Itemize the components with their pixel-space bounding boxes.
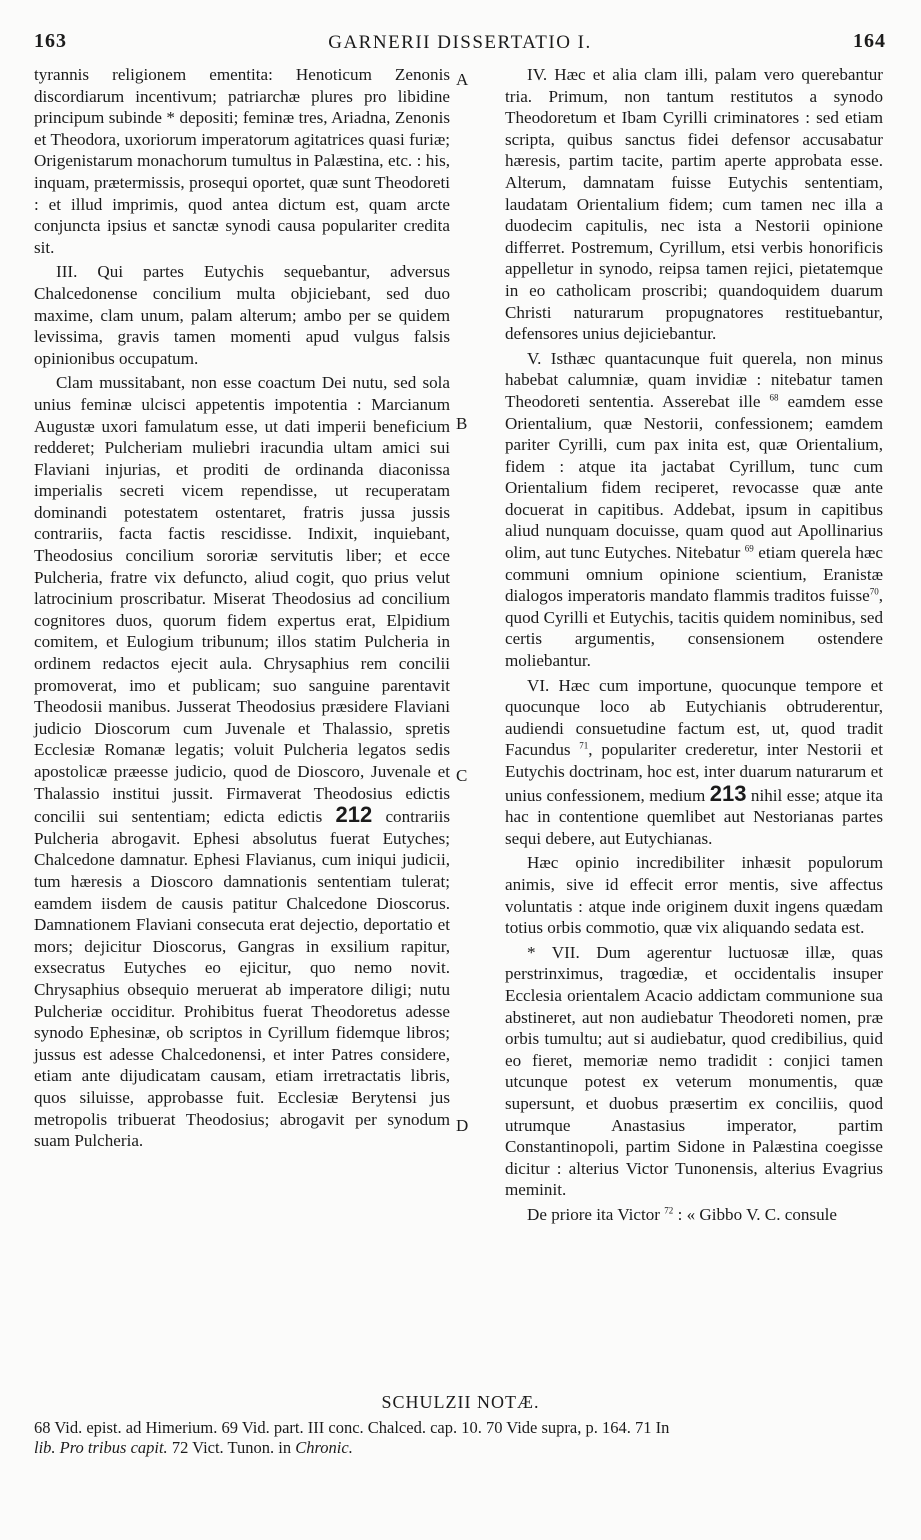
margin-letter-c: C [456, 766, 468, 785]
footnote-ref-70: 70 [869, 586, 879, 597]
footnote-line-1: 68 Vid. epist. ad Himerium. 69 Vid. part. III conc. Chalced. cap. 10. 70 Vide supra, p. 164. 71 In [34, 1418, 670, 1437]
margin-letter-b: B [456, 414, 468, 433]
paragraph-intro: tyrannis religionem ementita: Henoticum Zenonis discordiarum incentivum; patriarchæ plures pro libidine principum subinde * depositi; feminæ tres, Ariadna, Zenonis et Theodora, uxoriorum imperatorum agitatrices quasi furiæ; Origenistarum monachorum tumultus in Palæstina, etc. : his, inquam, prætermissis, prosequi oportet, quæ sunt Theodoreti : et illud imprimis, quod antea dictum est, quam arcte conjuncta ipsius et sanctæ synodi causa populariter credita sit. [34, 65, 450, 257]
footnote-ref-72: 72 [664, 1205, 674, 1216]
paragraph-victor [505, 1204, 883, 1226]
paragraph-iv: IV. Hæc et alia clam illi, palam vero querebantur tria. Primum, non tantum restitutos a synodo Theodoretum et Ibam Cyrilli criminatores : sed etiam scripta, quibus sanctus fidei defensor accusabatur hæresis, partim tacite, partim aperte approbata esse. Alterum, damnatam fuisse Eutychis sententiam, laudatam Orientalium fidem; cum tamen nec illa a duodecim capitulis, nec ista a Nestorii opinione differret. Postremum, Cyrillum, etsi verbis honorificis appelletur in synodo, reipsa tamen rejici, pietatemque in eo catholicam proscribi; quandoquidem duarum Christi naturarum propugnatores restituebantur, defensores unius dejiciebantur. [505, 65, 883, 344]
paragraph-clam-text-b: contrariis Pulcheria abrogavit. Ephesi absolutus fuerat Eutyches; Chalcedone damnatur. Ephesi Flavianus, cum iniqui judicii, tum hæresis a Dioscoro damnationis sententiam tulerat; eamdem iisdem de causis patitur Chalcedone Dioscorus. Damnationem Flaviani consecuta erat dejectio, deportatio et mors; dejicitur Dioscorus, Gangras in exsilium rapitur, exsecratus Eutyches eo ejicitur, quo nemo novit. Chrysaphius obsequio meruerat ab imperatore diligi; nutu Pulcheriæ occiditur. Prohibitus fuerat Theodoretus adesse synodo Ephesinæ, ob scriptos in Cyrillum fidemque libros; jussus est adesse Chalcedonensi, et inter Patres considere, etiam ante dijudicatam causam, etiam irretractatis libris, quos siluisse, approbasse fuit. Ecclesiæ Berytensi jus metropolis tribuerat Theodosius; abrogavit per synodum suam Pulcheria. [34, 807, 450, 1151]
column-number-212: 212 [335, 802, 373, 828]
paragraph-victor-text-b: : « Gibbo V. C. consule [677, 1204, 837, 1224]
paragraph-opinio: Hæc opinio incredibiliter inhæsit populorum animis, sive id effecit error mentis, sive affectus voluntatis : atque inde originem duxit ingens quædam totius orbis commotio, quæ vix aliquando sedata est. [505, 853, 883, 938]
footnote-lib-ref: lib. Pro tribus capit. [34, 1438, 168, 1457]
right-column [505, 64, 883, 1225]
paragraph-vii: * VII. Dum agerentur luctuosæ illæ, quas perstrinximus, tragœdiæ, et occidentalis insuper Ecclesia orientalem Acacio addictam communione sua abstineret, aut non audiebatur Theodoreti nomen, præ orbis tumultu; aut si audiebatur, quod credibilius, quid eo fieret, memoriæ nemo tradidit : conjici tamen utcunque potest ex veterum monumentis, quæ supersunt, et duobus præsertim ex conciliis, quod utrumque Anastasius imperator, partim Constantinopoli, partim Sidone in Palæstina coegisse dicitur : alterius Victor Tunonensis, alterius Evagrius meminit. [505, 942, 883, 1200]
margin-letter-a: A [456, 70, 469, 89]
footnote-vict-ref: 72 Vict. Tunon. in [167, 1438, 292, 1457]
paragraph-v-text-c: etiam querela hæc communi omnium opinione scientium, Eranistæ dialogos imperatoris mandato flammis traditos fuisse [505, 543, 883, 606]
footnote-ref-68: 68 [769, 392, 779, 403]
footnote-chronic-ref: Chronic. [295, 1438, 353, 1457]
paragraph-vi-text-b: , populariter crederetur, inter Nestorii et Eutychis doctrinam, hoc est, inter duarum naturarum et unius confessionem, medium [505, 740, 883, 805]
paragraph-vi-text-c: nihil esse; atque ita hac in contentione quemlibet aut Nestorianas partes sequi debere, aut Eutychianas. [505, 785, 883, 848]
paragraph-iii: III. Qui partes Eutychis sequebantur, adversus Chalcedonense concilium multa objiciebant, sed duo maxime, clam unum, palam alterum; ambo per se quidem levissima, gravis tamen momenti apud vulgus falsis opinionibus occupatum. [34, 262, 450, 368]
paragraph-v-text-b: eamdem esse Orientalium, quæ Nestorii, confessionem; eamdem pariter Cyrilli, cum pax inita est, quæ Orientalium, fidem : atque ita jactabat Cyrillum, tunc cum Orientalium fidem reciperet, revocasse quæ ante docuerat in capitibus. Addebat, ipsum in capitibus aliud nunquam docuisse, quam quod aut Apollinarius olim, aut tunc Eutyches. Nitebatur [505, 391, 883, 563]
paragraph-victor-text-a: De priore ita Victor [527, 1204, 660, 1224]
paragraph-v-text-a: V. Isthæc quantacunque fuit querela, non minus habebat calumniæ, quam invidiæ : nitebatur tamen Theodoreti sententia. Asserebat ille [505, 348, 883, 411]
column-number-213: 213 [709, 780, 747, 806]
footnote-ref-69: 69 [744, 543, 754, 554]
paragraph-vi-text-a: VI. Hæc cum importune, quocunque tempore et quocunque loco ab Eutychianis obtruderentur, audiendi consuetudine factum est, ut, quod tradit Facundus [505, 675, 883, 760]
margin-letter-d: D [456, 1116, 469, 1135]
footnote-line-2 [34, 1438, 886, 1458]
page-number-left: 163 [34, 30, 67, 52]
paragraph-clam [34, 372, 450, 1151]
page-number-right: 164 [853, 30, 886, 52]
left-column [34, 64, 450, 1152]
running-title: GARNERII DISSERTATIO I. [328, 32, 592, 53]
paragraph-vi [505, 675, 883, 850]
paragraph-clam-text-a: Clam mussitabant, non esse coactum Dei nutu, sed sola unius feminæ ulcisci appetentis impotentia : Marcianum Augustæ uxori famulatum esse, ut dati imperii beneficium redderet; Pulcheriam muliebri iracundia ultam amici sui Flaviani injurias, et proditi de ordinanda diaconissa imperialis secreti vicem rependisse, ut recuperatam dominandi potestatem ostentaret, fratris jussa jussis contrariis, facta factis rescidisse. Indixit, inquiebant, Theodosius concilium sororiæ servitutis liber; et ecce Pulcheria, fratre vix defuncto, aliud cogit, quo prius velut latrocinium proscribatur. Miserat Theodosius ad concilium cognitores duos, quorum fidem expertus erat, Elpidium comitem, et Eulogium tribunum; illos statim Pulcheria in ordinem redactos ejecit aula. Chrysaphius rem concilii promoverat, imo et publicam; suo sanguine parentavit Theodosii manibus. Jusserat Theodosius præsidere Flaviani judicio Dioscorum cum Juvenale et Thalassio, spretis Ecclesiæ Romanæ legatis; voluit Pulcheria legatos sedis apostolicæ præesse judicio, quod de Dioscoro, Juvenale et Thalassio institui jussit. Firmaverat Theodosius edictis concilii sui sententiam; edicta edictis [34, 373, 450, 827]
paragraph-v-text-d: , quod Cyrilli et Eutychis, tacitis quidem nominibus, sed certis argumentis, consensionem ostendere moliebantur. [505, 586, 883, 671]
notes-title: SCHULZII NOTÆ. [381, 1392, 540, 1412]
footnotes [34, 1418, 886, 1458]
paragraph-v [505, 348, 883, 672]
page-header [34, 30, 886, 56]
footnote-ref-71: 71 [579, 740, 589, 751]
